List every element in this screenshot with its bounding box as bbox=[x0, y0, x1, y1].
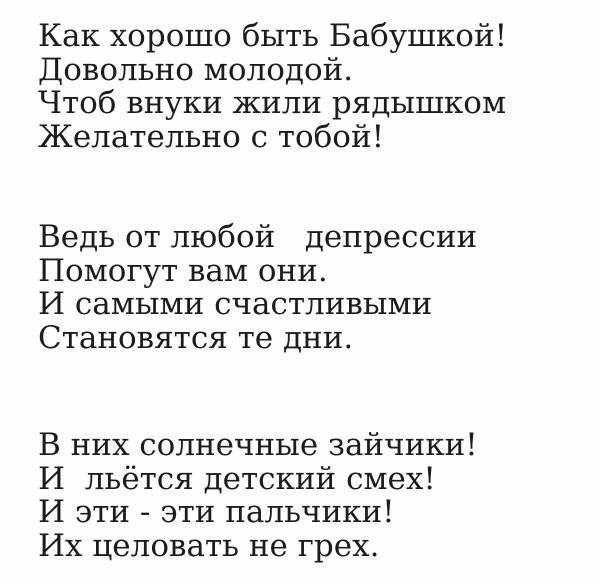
poem-line: Довольно молодой. bbox=[38, 51, 354, 88]
poem-line: Ведь от любой депрессии bbox=[38, 219, 478, 255]
poem-line: Становятся те дни. bbox=[38, 319, 354, 356]
poem-line: И самыми счастливыми bbox=[38, 286, 433, 322]
poem-line: В них солнечные зайчики! bbox=[38, 427, 478, 463]
stanza-3 bbox=[38, 429, 590, 563]
stanza-2 bbox=[38, 221, 590, 355]
poem-line: Чтоб внуки жили рядышком bbox=[38, 85, 507, 121]
stanza-1 bbox=[38, 20, 590, 154]
poem-line: И льётся детский смех! bbox=[38, 460, 436, 497]
poem-line: Желательно с тобой! bbox=[38, 118, 385, 155]
poem-line: И эти - эти пальчики! bbox=[38, 494, 395, 530]
poem-line: Как хорошо быть Бабушкой! bbox=[38, 18, 508, 54]
poem-line: Помогут вам они. bbox=[38, 252, 328, 289]
poem-line: Их целовать не грех. bbox=[38, 527, 380, 564]
